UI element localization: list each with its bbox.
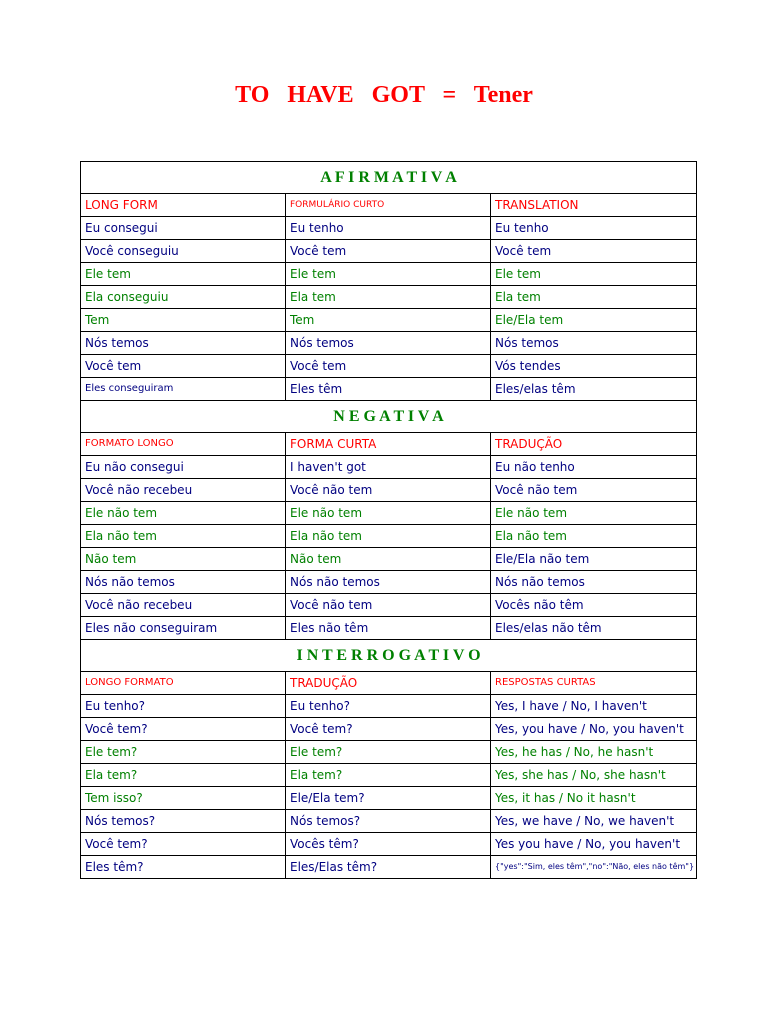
table-cell: Você tem — [81, 355, 286, 378]
table-cell: Ele tem? — [286, 741, 491, 764]
table-cell: Eles não conseguiram — [81, 617, 286, 640]
table-cell: Yes, it has / No it hasn't — [491, 787, 697, 810]
table-cell: Ela tem — [286, 286, 491, 309]
table-cell: Yes, he has / No, he hasn't — [491, 741, 697, 764]
table-cell: Eles não têm — [286, 617, 491, 640]
table-cell: Vocês não têm — [491, 594, 697, 617]
table-cell: Ela tem? — [81, 764, 286, 787]
column-header: RESPOSTAS CURTAS — [491, 672, 697, 695]
table-cell: Tem isso? — [81, 787, 286, 810]
section-afirmativa — [81, 162, 697, 194]
table-cell: Ela não tem — [81, 525, 286, 548]
table-cell: Vós tendes — [491, 355, 697, 378]
table-row — [81, 764, 697, 787]
table-cell: Nós temos — [81, 332, 286, 355]
table-cell: Eu tenho — [286, 217, 491, 240]
column-header: TRANSLATION — [491, 194, 697, 217]
table-row — [81, 695, 697, 718]
table-cell: Você tem? — [81, 718, 286, 741]
page-title: TO HAVE GOT = Tener — [235, 82, 533, 108]
table-row — [81, 810, 697, 833]
table-cell: Nós não temos — [491, 571, 697, 594]
table-row — [81, 617, 697, 640]
table-row — [81, 456, 697, 479]
table-cell: Você conseguiu — [81, 240, 286, 263]
table-cell: Nós temos? — [286, 810, 491, 833]
table-row — [81, 525, 697, 548]
column-header: TRADUÇÃO — [491, 433, 697, 456]
table-row — [81, 833, 697, 856]
table-row — [81, 263, 697, 286]
table-cell: Yes, she has / No, she hasn't — [491, 764, 697, 787]
table-cell: Ele/Ela não tem — [491, 548, 697, 571]
table-cell: Você tem? — [81, 833, 286, 856]
table-cell: Yes, you have / No, you haven't — [491, 718, 697, 741]
table-cell: Você não recebeu — [81, 479, 286, 502]
table-cell: Yes you have / No, you haven't — [491, 833, 697, 856]
table-row — [81, 332, 697, 355]
table-cell: {"yes":"Sim, eles têm","no":"Não, eles não têm"} — [491, 856, 697, 879]
table-cell: Não tem — [286, 548, 491, 571]
table-cell: Eu tenho? — [81, 695, 286, 718]
table-row — [81, 309, 697, 332]
table-row — [81, 502, 697, 525]
table-cell: Yes, we have / No, we haven't — [491, 810, 697, 833]
table-cell: Nós temos — [491, 332, 697, 355]
table-row — [81, 240, 697, 263]
table-cell: Você não recebeu — [81, 594, 286, 617]
table-cell: Você não tem — [286, 479, 491, 502]
table-row — [81, 479, 697, 502]
table-row — [81, 787, 697, 810]
header-row-interrogativo — [81, 672, 697, 695]
table-cell: Ele tem — [81, 263, 286, 286]
table-cell: Ela tem? — [286, 764, 491, 787]
table-cell: Eu tenho — [491, 217, 697, 240]
table-cell: Nós temos? — [81, 810, 286, 833]
table-cell: Eu tenho? — [286, 695, 491, 718]
table-cell: Ele tem? — [81, 741, 286, 764]
table-cell: Ele não tem — [81, 502, 286, 525]
table-cell: Vocês têm? — [286, 833, 491, 856]
table-cell: Você tem — [286, 240, 491, 263]
table-row — [81, 718, 697, 741]
table-cell: Ela não tem — [491, 525, 697, 548]
table-cell: I haven't got — [286, 456, 491, 479]
table-cell: Ela não tem — [286, 525, 491, 548]
section-heading-negativa: N E G A T I V A — [81, 401, 697, 433]
table-cell: Tem — [81, 309, 286, 332]
table-row — [81, 571, 697, 594]
table-cell: Ele não tem — [491, 502, 697, 525]
table-cell: Eu consegui — [81, 217, 286, 240]
table-cell: Eles/elas têm — [491, 378, 697, 401]
header-row-afirmativa — [81, 194, 697, 217]
table-cell: Ele tem — [286, 263, 491, 286]
table-row — [81, 741, 697, 764]
column-header: LONG FORM — [81, 194, 286, 217]
table-row — [81, 378, 697, 401]
table-cell: Ela tem — [491, 286, 697, 309]
table-cell: Eles/elas não têm — [491, 617, 697, 640]
table-cell: Nós temos — [286, 332, 491, 355]
table-cell: Yes, I have / No, I haven't — [491, 695, 697, 718]
table-cell: Eles conseguiram — [81, 378, 286, 401]
column-header: FORMA CURTA — [286, 433, 491, 456]
table-cell: Ele/Ela tem — [491, 309, 697, 332]
table-cell: Nós não temos — [286, 571, 491, 594]
table-cell: Você tem — [286, 355, 491, 378]
section-interrogativo — [81, 640, 697, 672]
table-cell: Tem — [286, 309, 491, 332]
table-row — [81, 217, 697, 240]
conjugation-table — [80, 161, 697, 879]
table-row — [81, 286, 697, 309]
table-cell: Você não tem — [491, 479, 697, 502]
section-negativa — [81, 401, 697, 433]
table-row — [81, 548, 697, 571]
table-cell: Ele tem — [491, 263, 697, 286]
column-header: TRADUÇÃO — [286, 672, 491, 695]
column-header: LONGO FORMATO — [81, 672, 286, 695]
table-cell: Não tem — [81, 548, 286, 571]
table-cell: Eu não tenho — [491, 456, 697, 479]
table-cell: Ela conseguiu — [81, 286, 286, 309]
table-cell: Ele/Ela tem? — [286, 787, 491, 810]
header-row-negativa — [81, 433, 697, 456]
table-cell: Eu não consegui — [81, 456, 286, 479]
section-heading-afirmativa: A F I R M A T I V A — [81, 162, 697, 194]
table-row — [81, 355, 697, 378]
section-heading-interrogativo: I N T E R R O G A T I V O — [81, 640, 697, 672]
table-cell: Você não tem — [286, 594, 491, 617]
table-cell: Eles têm — [286, 378, 491, 401]
table-cell: Ele não tem — [286, 502, 491, 525]
table-cell: Eles/Elas têm? — [286, 856, 491, 879]
column-header: FORMULÁRIO CURTO — [286, 194, 491, 217]
table-row — [81, 856, 697, 879]
column-header: FORMATO LONGO — [81, 433, 286, 456]
table-row — [81, 594, 697, 617]
table-cell: Nós não temos — [81, 571, 286, 594]
table-cell: Eles têm? — [81, 856, 286, 879]
table-cell: Você tem? — [286, 718, 491, 741]
table-cell: Você tem — [491, 240, 697, 263]
